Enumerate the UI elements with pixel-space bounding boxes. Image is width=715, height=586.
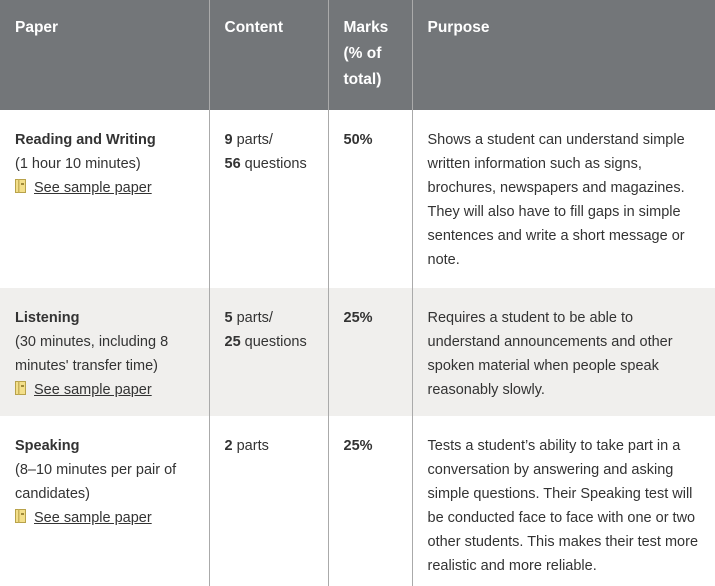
table-row <box>0 110 715 288</box>
parts-label: parts/ <box>232 310 273 326</box>
parts-label: parts <box>232 438 269 454</box>
header-paper: Paper <box>0 0 209 110</box>
content-cell <box>209 110 328 288</box>
parts-count: 9 <box>224 132 233 148</box>
table-header-row <box>0 0 715 110</box>
pdf-document-icon <box>15 179 26 193</box>
header-purpose: Purpose <box>412 0 715 110</box>
parts-count: 5 <box>224 310 233 326</box>
parts-count: 2 <box>224 438 233 454</box>
content-cell <box>209 416 328 586</box>
see-sample-paper-link[interactable]: See sample paper <box>34 510 152 526</box>
paper-duration: (8–10 minutes per pair of candidates) <box>15 462 177 502</box>
purpose-cell: Requires a student to be able to understand announcements and other spoken material when people speak reasonably slowly. <box>412 288 715 416</box>
paper-name: Speaking <box>15 438 80 454</box>
sample-paper-link-line <box>15 506 195 530</box>
paper-cell <box>0 110 209 288</box>
pdf-document-icon <box>15 509 26 523</box>
questions-label: questions <box>240 334 307 350</box>
purpose-cell: Shows a student can understand simple written information such as signs, brochures, newspapers and magazines. They will also have to fill gaps in simple sentences and write a short message or note. <box>412 110 715 288</box>
see-sample-paper-link[interactable]: See sample paper <box>34 382 152 398</box>
paper-duration: (1 hour 10 minutes) <box>15 156 141 172</box>
header-marks: Marks (% of total) <box>328 0 412 110</box>
marks-cell <box>328 288 412 416</box>
header-content: Content <box>209 0 328 110</box>
table-row <box>0 288 715 416</box>
purpose-cell: Tests a student’s ability to take part in a conversation by answering and asking simple questions. Their Speaking test will be conducted face to face with one or two other students. This makes their test more realistic and more reliable. <box>412 416 715 586</box>
marks-percent: 25% <box>343 310 373 326</box>
paper-duration: (30 minutes, including 8 minutes' transfer time) <box>15 334 169 374</box>
paper-name: Listening <box>15 310 80 326</box>
pdf-document-icon <box>15 381 26 395</box>
questions-count: 25 <box>224 334 241 350</box>
marks-cell <box>328 110 412 288</box>
marks-cell <box>328 416 412 586</box>
parts-label: parts/ <box>232 132 273 148</box>
sample-paper-link-line <box>15 378 195 402</box>
questions-count: 56 <box>224 156 241 172</box>
content-cell <box>209 288 328 416</box>
paper-cell <box>0 288 209 416</box>
sample-paper-link-line <box>15 176 195 200</box>
see-sample-paper-link[interactable]: See sample paper <box>34 180 152 196</box>
paper-cell <box>0 416 209 586</box>
paper-name: Reading and Writing <box>15 132 156 148</box>
marks-percent: 25% <box>343 438 373 454</box>
questions-label: questions <box>240 156 307 172</box>
table-row <box>0 416 715 586</box>
marks-percent: 50% <box>343 132 373 148</box>
